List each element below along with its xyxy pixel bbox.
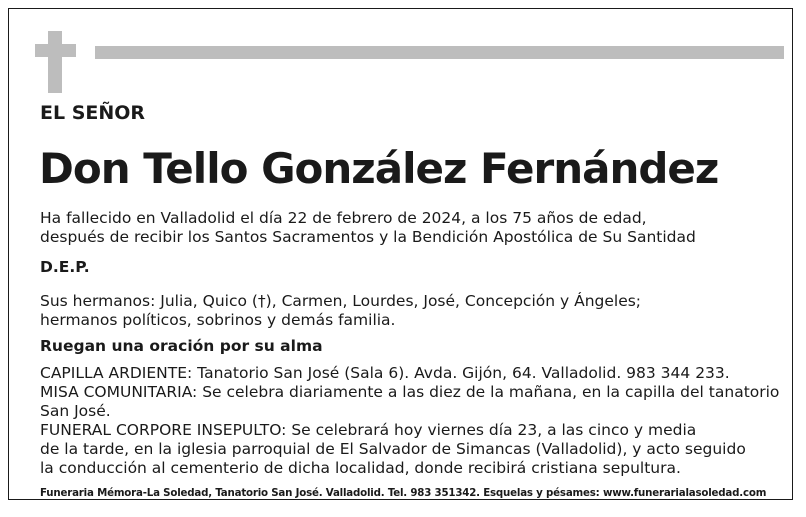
details-line: la conducción al cementerio de dicha localidad, donde recibirá cristiana sepultura. [40,459,681,477]
details-line: CAPILLA ARDIENTE: Tanatorio San José (Sala 6). Avda. Gijón, 64. Valladolid. 983 344 233. [40,364,730,382]
prayer-request: Ruegan una oración por su alma [40,337,323,355]
details-line: MISA COMUNITARIA: Se celebra diariamente a las diez de la mañana, en la capilla del tanatorio [40,383,780,401]
family-line: Sus hermanos: Julia, Quico (†), Carmen, Lourdes, José, Concepción y Ángeles; [40,292,642,310]
family-line: hermanos políticos, sobrinos y demás familia. [40,311,396,329]
details-line: de la tarde, en la iglesia parroquial de El Salvador de Simancas (Valladolid), y acto seguido [40,440,746,458]
cross-icon [48,31,62,93]
cross-icon-bar [35,44,76,57]
family-list [40,292,641,330]
header-rule [95,46,784,59]
funeral-home-footer: Funeraria Mémora-La Soledad, Tanatorio San José. Valladolid. Tel. 983 351342. Esquelas y pésames: www.funerarialasoledad.com [40,487,767,499]
death-notice-line: después de recibir los Santos Sacramentos y la Bendición Apostólica de Su Santidad [40,228,696,246]
dep-label: D.E.P. [40,258,90,276]
details-line: San José. [40,402,111,420]
details-line: FUNERAL CORPORE INSEPULTO: Se celebrará hoy viernes día 23, a las cinco y media [40,421,697,439]
honorific-title: EL SEÑOR [40,102,146,124]
obituary-card [8,8,793,500]
death-notice [40,209,696,247]
deceased-name: Don Tello González Fernández [39,144,719,193]
death-notice-line: Ha fallecido en Valladolid el día 22 de febrero de 2024, a los 75 años de edad, [40,209,647,227]
service-details [40,364,779,478]
